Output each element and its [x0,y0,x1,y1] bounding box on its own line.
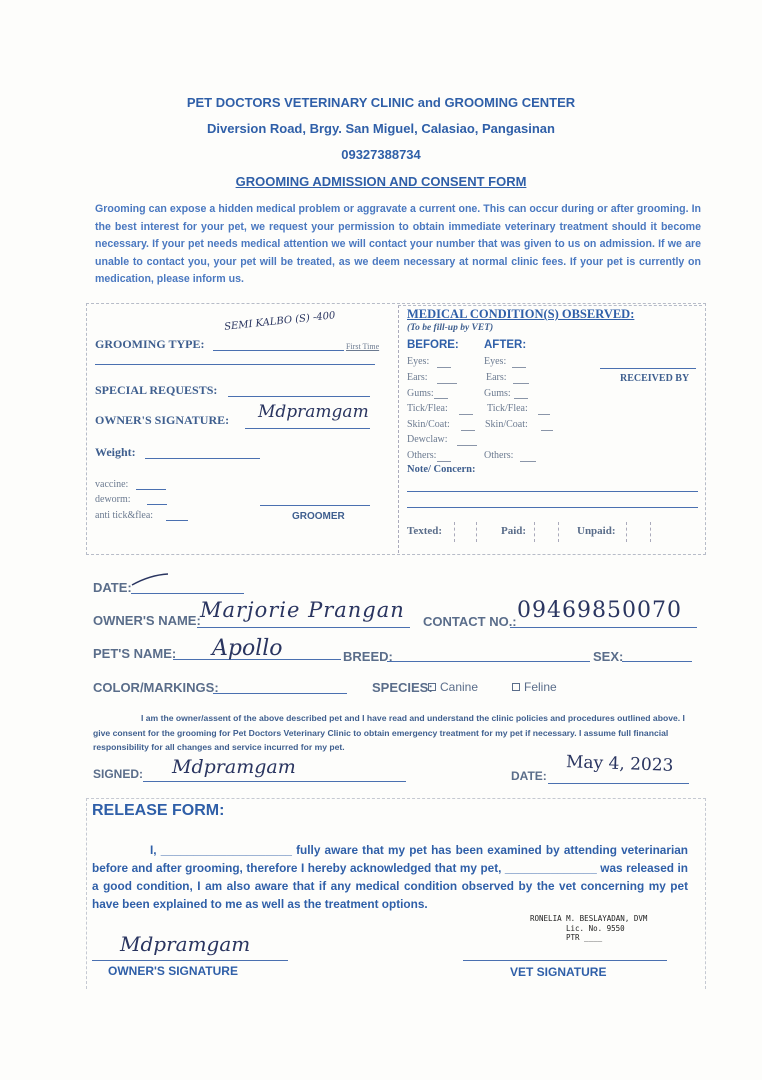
feline-label: Feline [524,680,557,694]
owner-signature-label: OWNER'S SIGNATURE: [95,413,230,427]
before-skincoat: Skin/Coat: [407,419,450,430]
after-tickflea: Tick/Flea: [487,403,528,414]
release-owner-signature-label: OWNER'S SIGNATURE [108,964,238,978]
breed-label: BREED: [343,649,393,664]
signed-value: Mdpramgam [172,756,296,778]
before-eyes: Eyes: [407,356,430,367]
clinic-address: Diversion Road, Brgy. San Miguel, Calasiao, Pangasinan [207,121,555,136]
vet-stamp-lic: Lic. No. 9550 [566,924,625,933]
texted-label: Texted: [407,525,443,537]
owner-name-value: Marjorie Prangan [200,598,405,622]
intro-paragraph: Grooming can expose a hidden medical problem or aggravate a current one. This can occur during or after grooming. In the best interest for your pet, we request your permission to obtain immediate veterinary treatment should it become necessary. If your pet needs medical attention we will contact your number that was given to us on admission. If we are unable to contact you, your pet will be treated, as we deem necessary at normal clinic fees. If your pet is currently on medication, please inform us. [95,203,701,285]
weight-label: Weight: [95,445,136,459]
note-line-1 [407,491,698,492]
pet-name-value: Apollo [212,636,283,661]
others-before: Others: [407,450,437,461]
before-tickflea: Tick/Flea: [407,403,448,414]
contact-label: CONTACT NO.: [423,614,517,629]
groomer-label: GROOMER [292,511,345,522]
species-feline-option[interactable] [512,680,557,694]
after-gums: Gums: [484,388,511,399]
grooming-type-line [213,350,344,351]
after-label: AFTER: [484,339,527,351]
date-line [131,593,244,594]
release-owner-signature-value: Mdpramgam [120,932,251,956]
release-paragraph: I, ____________________ fully aware that my pet has been examined by attending veterinarian before and after grooming, therefore I hereby acknowledged that my pet, ______________ was released in a good condition, I am also aware that if any medical condition observed by the vet concerning my pet have been explained to me as well as the treatment options. [92,843,688,911]
dewclaw-label: Dewclaw: [407,434,448,445]
received-by-line [600,368,696,369]
color-line [213,693,347,694]
medical-subtitle: (To be fill-up by VET) [407,323,494,333]
date-label: DATE: [93,580,132,595]
signed-date-label: DATE: [511,769,547,783]
sex-label: SEX: [593,649,624,664]
species-label: SPECIES: [372,680,433,695]
first-time-label: First Time [346,342,380,351]
species-canine-option[interactable] [428,680,478,694]
deworm-label: deworm: [95,494,131,505]
special-requests-label: SPECIAL REQUESTS: [95,383,218,397]
paid-label: Paid: [501,525,527,537]
canine-label: Canine [440,680,479,694]
grooming-type-value: SEMI KALBO (S) -400 [223,310,336,333]
signed-date-line [548,783,689,784]
vet-signature-label: VET SIGNATURE [510,965,607,979]
antitick-label: anti tick&flea: [95,510,154,521]
grooming-extra-line [95,364,375,365]
canine-checkbox[interactable] [428,683,436,691]
signed-date-value: May 4, 2023 [565,752,674,776]
release-owner-signature-line [92,960,288,961]
vaccine-label: vaccine: [95,479,129,490]
contact-line [510,627,697,628]
owner-name-label: OWNER'S NAME: [93,613,201,628]
groomer-line [260,505,370,506]
release-title: RELEASE FORM: [92,802,225,819]
grooming-type-label: GROOMING TYPE: [95,337,205,351]
vet-signature-line [463,960,667,961]
before-label: BEFORE: [407,339,459,351]
weight-line [145,458,260,459]
form-title: GROOMING ADMISSION AND CONSENT FORM [235,174,527,189]
owner-signature-value: Mdpramgam [258,402,369,422]
date-stroke-mark [130,572,170,588]
clinic-phone: 09327388734 [341,147,421,162]
received-by-label: RECEIVED BY [620,373,690,384]
note-label: Note/ Concern: [407,464,476,475]
pet-name-label: PET'S NAME: [93,646,177,661]
consent-paragraph: I am the owner/assent of the above described pet and I have read and understand the clinic policies and procedures outlined above. I give consent for the grooming for Pet Doctors Veterinary Clinic to obtain emergency treatment for my pet if necessary. I assume full financial responsibility for all changes and service incurred for my pet. [93,713,685,752]
after-eyes: Eyes: [484,356,507,367]
sex-line [622,661,692,662]
special-requests-line [228,396,370,397]
owner-name-line [197,627,410,628]
before-ears: Ears: [407,372,428,383]
others-after: Others: [484,450,514,461]
contact-value: 09469850070 [517,598,682,623]
box-divider [398,305,399,553]
breed-line [387,661,590,662]
feline-checkbox[interactable] [512,683,520,691]
signed-label: SIGNED: [93,767,144,781]
color-label: COLOR/MARKINGS: [93,680,219,695]
note-line-2 [407,507,698,508]
before-gums: Gums: [407,388,434,399]
after-skincoat: Skin/Coat: [485,419,528,430]
vet-stamp-ptr: PTR ____ [566,933,603,942]
signed-line [143,781,406,782]
clinic-name: PET DOCTORS VETERINARY CLINIC and GROOMING CENTER [186,95,576,110]
vet-stamp-name: RONELIA M. BESLAYADAN, DVM [530,914,648,923]
unpaid-label: Unpaid: [577,525,616,537]
medical-title: MEDICAL CONDITION(S) OBSERVED: [407,307,635,321]
after-ears: Ears: [486,372,507,383]
owner-signature-line [245,428,370,429]
